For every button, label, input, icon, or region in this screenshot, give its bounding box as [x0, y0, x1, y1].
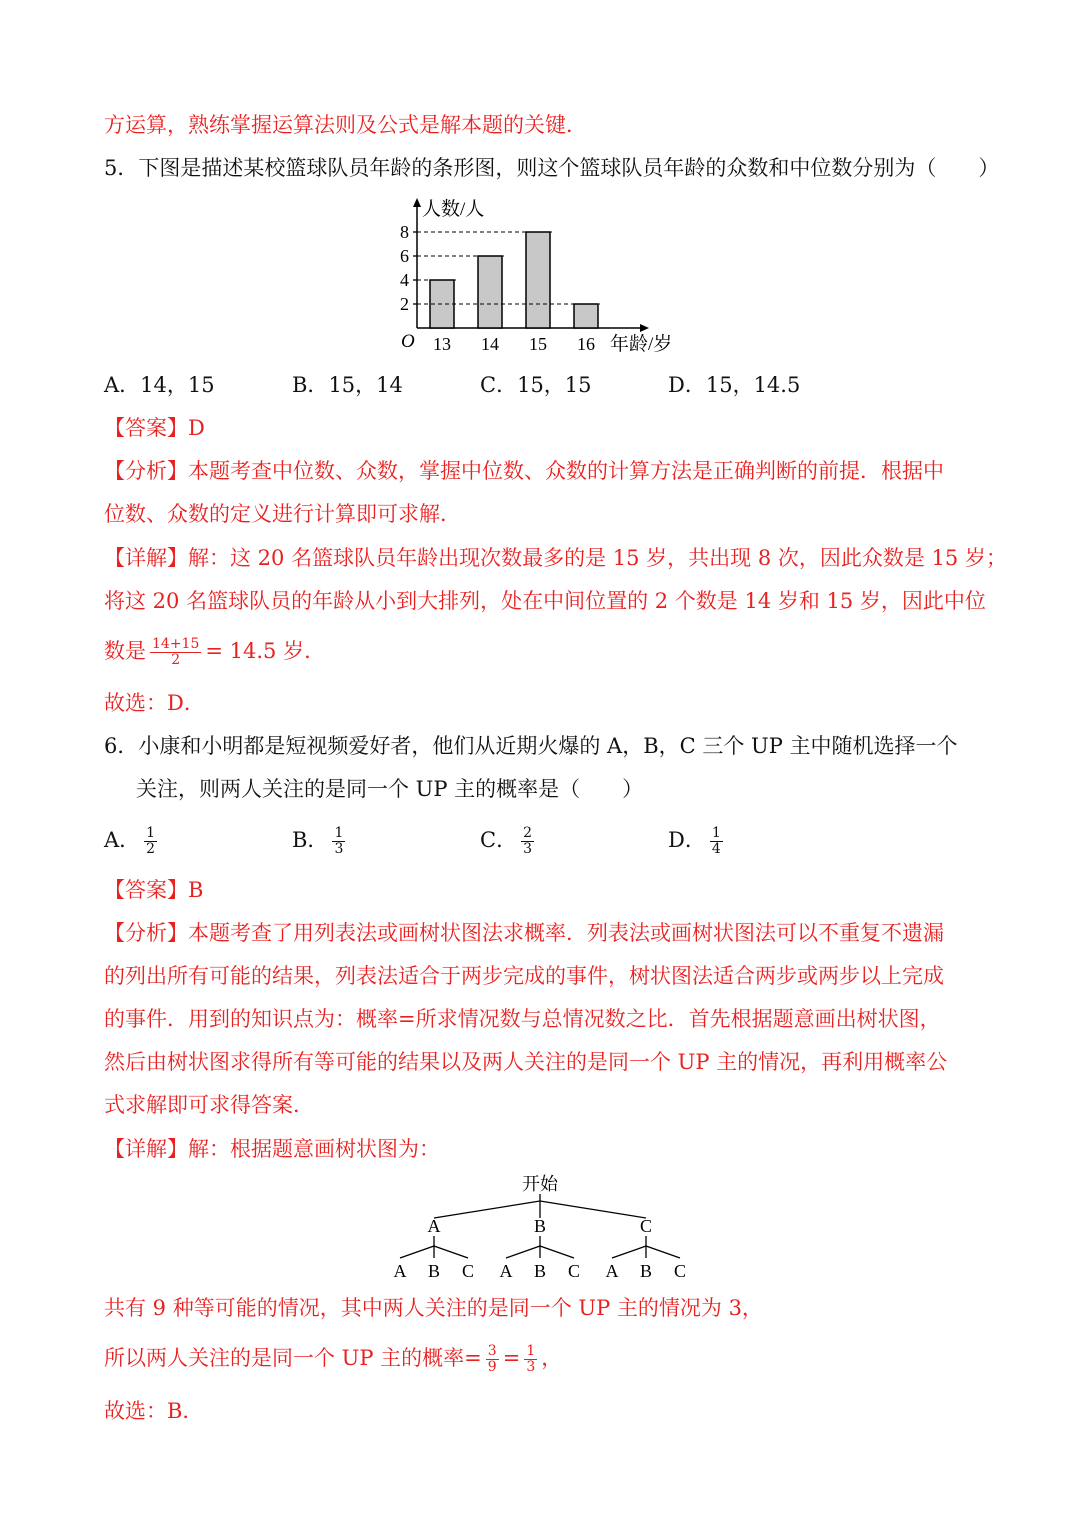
q6-stem-line-2: 关注，则两人关注的是同一个 UP 主的概率是（ ）: [136, 777, 644, 801]
bar-15: [526, 232, 550, 328]
q6-result-line: 共有 9 种等可能的情况，其中两人关注的是同一个 UP 主的情况为 3，: [104, 1296, 763, 1320]
q5-option-c: C．15，15: [480, 373, 592, 397]
q5-analysis-line-1: 【分析】本题考查中位数、众数，掌握中位数、众数的计算方法是正确判断的前提．根据中: [104, 459, 944, 483]
x-tick-label: 15: [529, 334, 547, 354]
q5-answer: 【答案】D: [104, 416, 205, 440]
tree-leaf: A: [605, 1261, 619, 1281]
q5-median-fraction: $\frac{14+15}{2}$: [152, 636, 200, 668]
q6-option-a: A． $\frac{1}{2}$: [104, 825, 156, 857]
q6-probability-line: 所以两人关注的是同一个 UP 主的概率= $\frac{3}{9}$ = $\frac{1}{3}$ ，: [104, 1343, 563, 1375]
y-tick-label: 6: [400, 246, 409, 266]
x-axis-arrow: [640, 324, 649, 332]
q6-tree-diagram: [380, 1168, 700, 1286]
origin-label: O: [401, 331, 415, 352]
q5-detail-line-1: 【详解】解：这 20 名篮球队员年龄出现次数最多的是 15 岁，共出现 8 次，因此众数是 15 岁；: [104, 546, 1007, 570]
intro-line: 方运算，熟练掌握运算法则及公式是解本题的关键．: [104, 113, 587, 137]
x-tick-label: 13: [433, 334, 451, 354]
q6-analysis-line-3: 的事件．用到的知识点为：概率=所求情况数与总情况数之比．首先根据题意画出树状图，: [104, 1007, 941, 1031]
tree-leaf: C: [567, 1261, 581, 1281]
q6-conclusion: 故选：B．: [104, 1399, 204, 1423]
y-axis-arrow: [413, 198, 421, 207]
x-tick-label: 14: [481, 334, 499, 354]
q6-analysis-line-1: 【分析】本题考查了用列表法或画树状图法求概率．列表法或画树状图法可以不重复不遗漏: [104, 921, 944, 945]
tree-leaf: B: [639, 1261, 653, 1281]
q5-analysis-line-2: 位数、众数的定义进行计算即可求解．: [104, 502, 461, 526]
q5-option-d: D．15，14.5: [668, 373, 801, 397]
q6-stem-line-1: 6．小康和小明都是短视频爱好者，他们从近期火爆的 A，B，C 三个 UP 主中随机选择一个: [104, 734, 958, 758]
q6-detail-intro: 【详解】解：根据题意画树状图为：: [104, 1137, 440, 1161]
bar-14: [478, 256, 502, 328]
tree-leaf: B: [533, 1261, 547, 1281]
q6-analysis-line-4: 然后由树状图求得所有等可能的结果以及两人关注的是同一个 UP 主的情况，再利用概率公: [104, 1050, 948, 1074]
tree-l1-c: C: [639, 1216, 653, 1236]
x-axis-label: 年龄/岁: [610, 334, 673, 355]
tree-l1-a: A: [427, 1216, 441, 1236]
q6-option-c: C． $\frac{2}{3}$: [480, 825, 532, 857]
q5-option-a: A．14，15: [104, 373, 215, 397]
tree-leaf: C: [461, 1261, 475, 1281]
q5-stem: 5．下图是描述某校篮球队员年龄的条形图，则这个篮球队员年龄的众数和中位数分别为（ ）: [104, 156, 1000, 180]
q5-option-b: B．15，14: [292, 373, 403, 397]
q6-answer: 【答案】B: [104, 878, 204, 902]
x-tick-label: 16: [577, 334, 595, 354]
tree-leaf: A: [499, 1261, 513, 1281]
tree-l1-b: B: [533, 1216, 547, 1236]
y-tick-label: 2: [400, 294, 409, 314]
y-tick-label: 4: [400, 270, 409, 290]
q6-option-b: B． $\frac{1}{3}$: [292, 825, 344, 857]
q6-option-d: D． $\frac{1}{4}$: [668, 825, 721, 857]
q5-detail-line-3: 数是 $\frac{14+15}{2}$ = 14.5 岁．: [104, 636, 326, 668]
tree-leaf: B: [427, 1261, 441, 1281]
y-tick-label: 8: [400, 222, 409, 242]
tree-root: 开始: [522, 1174, 558, 1194]
q5-conclusion: 故选：D．: [104, 691, 205, 715]
q6-analysis-line-5: 式求解即可求得答案．: [104, 1093, 314, 1117]
tree-leaf: C: [673, 1261, 687, 1281]
q6-analysis-line-2: 的列出所有可能的结果，列表法适合于两步完成的事件，树状图法适合两步或两步以上完成: [104, 964, 944, 988]
y-axis-label: 人数/人: [422, 199, 485, 220]
tree-leaf: A: [393, 1261, 407, 1281]
bar-16: [574, 304, 598, 328]
q5-detail-line-2: 将这 20 名篮球队员的年龄从小到大排列，处在中间位置的 2 个数是 14 岁和 15 岁，因此中位: [104, 589, 986, 613]
q5-bar-chart: [386, 192, 686, 360]
